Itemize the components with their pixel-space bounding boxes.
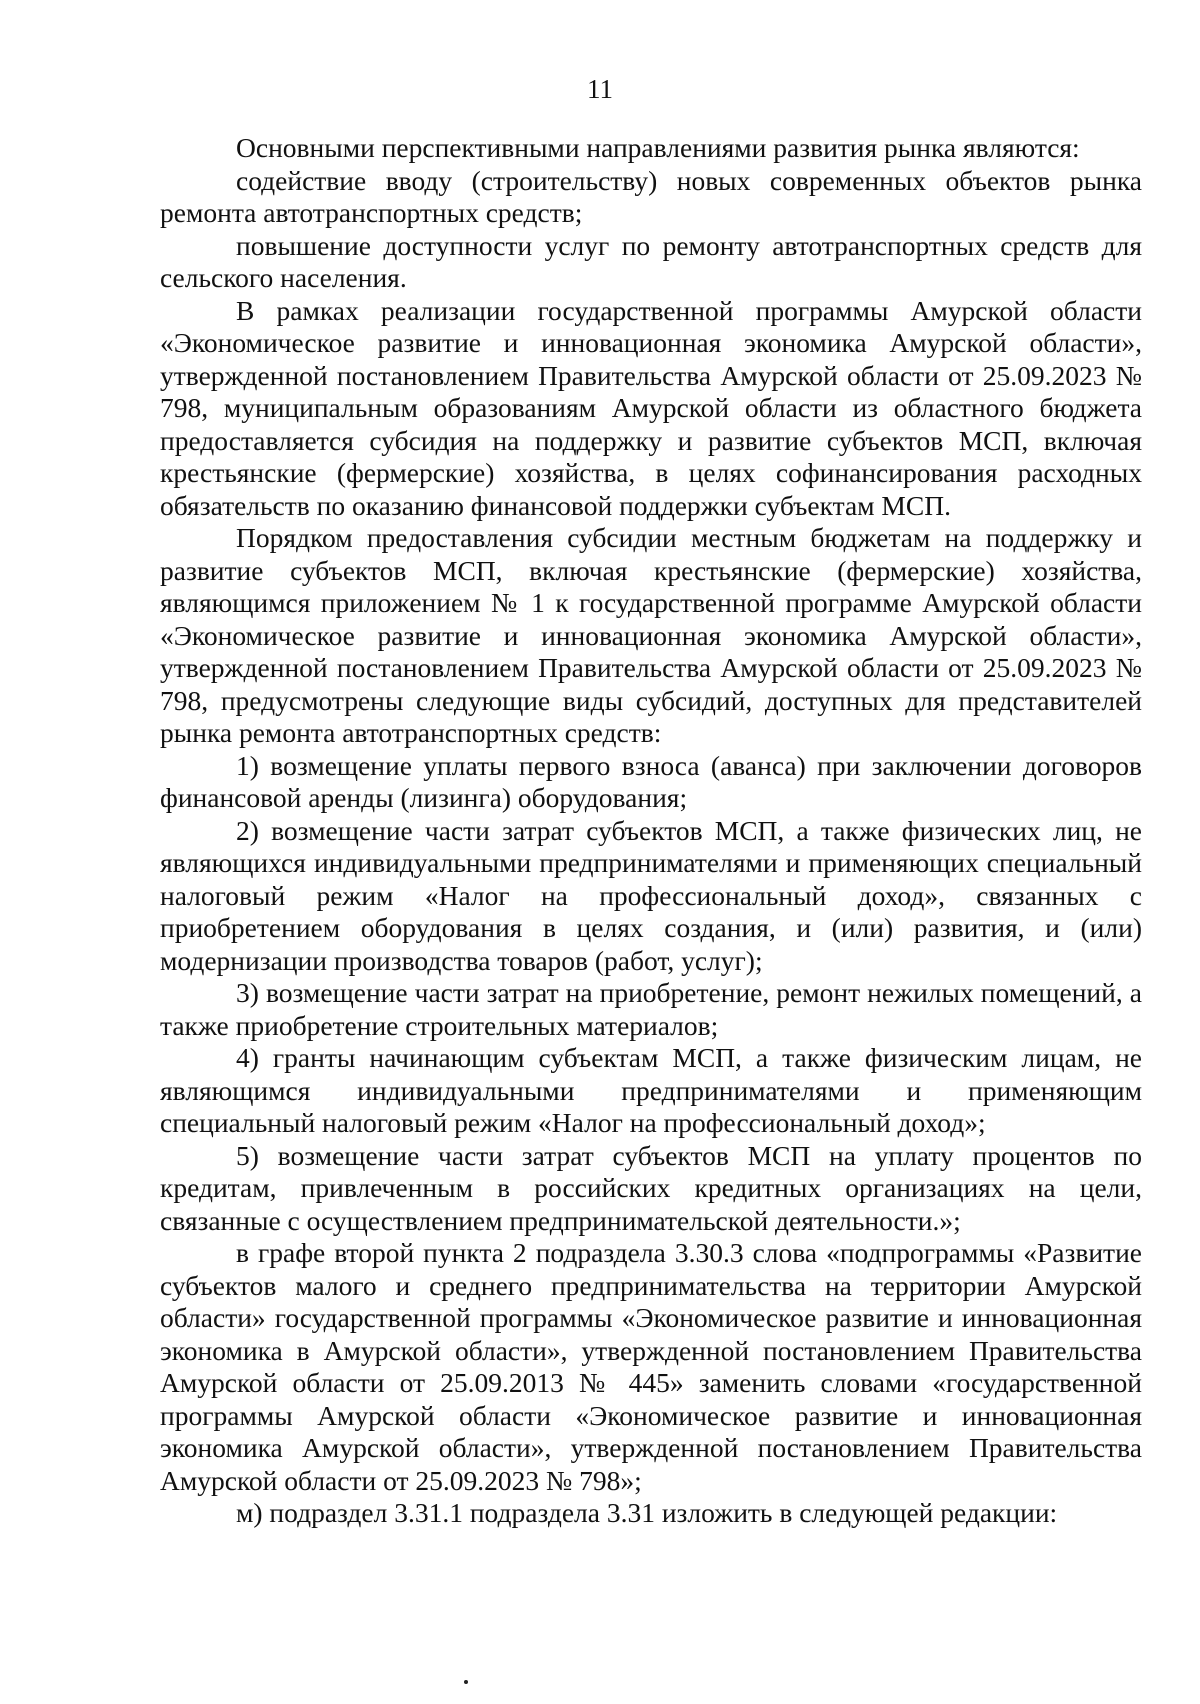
paragraph-directions-intro: Основными перспективными направлениями развития рынка являются: bbox=[236, 132, 1080, 163]
paragraph-amendment-3-30-3: в графе второй пункта 2 подраздела 3.30.3 слова «подпрограммы «Развитие субъектов малого и среднего предпринимательства на территории Амурской области» государственной программы «Экономическое развитие и инновационная экономика в Амурской области», утвержденной постановлением Правительства Амурской области от 25.09.2013 № 445» заменить словами «государственной программы Амурской области «Экономическое развитие и инновационная экономика Амурской области», утвержденной постановлением Правительства Амурской области от 25.09.2023 № 798»; bbox=[160, 1237, 1142, 1496]
list-item-4: 4) гранты начинающим субъектам МСП, а также физическим лицам, не являющимся индивидуальными предпринимателями и применяющим специальный налоговый режим «Налог на профессиональный доход»; bbox=[160, 1042, 1142, 1138]
scan-speck bbox=[464, 1680, 468, 1684]
list-item-1: 1) возмещение уплаты первого взноса (аванса) при заключении договоров финансовой аренды (лизинга) оборудования; bbox=[160, 749, 1142, 813]
paragraph-amendment-3-31-1: м) подраздел 3.31.1 подраздела 3.31 изложить в следующей редакции: bbox=[236, 1497, 1058, 1528]
paragraph-direction-construction: содействие вводу (строительству) новых современных объектов рынка ремонта автотранспортных средств; bbox=[160, 164, 1142, 228]
paragraph-subsidy-procedure: Порядком предоставления субсидии местным бюджетам на поддержку и развитие субъектов МСП, включая крестьянские (фермерские) хозяйства, являющимся приложением № 1 к государственной программе Амурской области «Экономическое развитие и инновационная экономика Амурской области», утвержденной постановлением Правительства Амурской области от 25.09.2023 № 798, предусмотрены следующие виды субсидий, доступных для представителей рынка ремонта автотранспортных средств: bbox=[160, 522, 1142, 748]
list-item-2: 2) возмещение части затрат субъектов МСП, а также физических лиц, не являющихся индивидуальными предпринимателями и применяющих специальный налоговый режим «Налог на профессиональный доход», связанных с приобретением оборудования в целях создания, и (или) развития, и (или) модернизации производства товаров (работ, услуг); bbox=[160, 814, 1142, 976]
document-body bbox=[160, 132, 1142, 1530]
list-item-3: 3) возмещение части затрат на приобретение, ремонт нежилых помещений, а также приобретение строительных материалов; bbox=[160, 977, 1142, 1041]
paragraph-state-program: В рамках реализации государственной программы Амурской области «Экономическое развитие и инновационная экономика Амурской области», утвержденной постановлением Правительства Амурской области от 25.09.2023 № 798, муниципальным образованиям Амурской области из областного бюджета предоставляется субсидия на поддержку и развитие субъектов МСП, включая крестьянские (фермерские) хозяйства, в целях софинансирования расходных обязательств по оказанию финансовой поддержки субъектам МСП. bbox=[160, 294, 1142, 521]
page-number: 11 bbox=[587, 74, 613, 104]
paragraph-direction-accessibility: повышение доступности услуг по ремонту автотранспортных средств для сельского населения. bbox=[160, 229, 1142, 293]
list-item-5: 5) возмещение части затрат субъектов МСП на уплату процентов по кредитам, привлеченным в российских кредитных организациях на цели, связанные с осуществлением предпринимательской деятельности.»; bbox=[160, 1139, 1142, 1236]
